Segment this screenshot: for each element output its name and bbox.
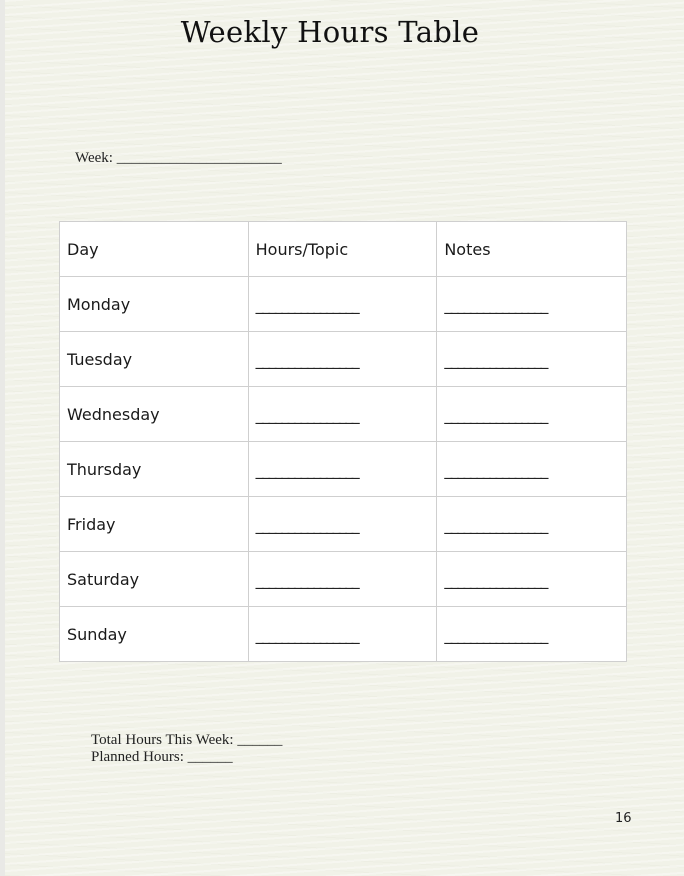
table-row bbox=[60, 442, 627, 497]
notes-blank: ________________ bbox=[437, 607, 627, 662]
notes-blank: ________________ bbox=[437, 552, 627, 607]
header-notes: Notes bbox=[437, 222, 627, 277]
planned-hours-line: Planned Hours: ______ bbox=[91, 749, 233, 765]
header-hours-topic: Hours/Topic bbox=[248, 222, 437, 277]
table-row bbox=[60, 552, 627, 607]
weekly-hours-table bbox=[59, 221, 627, 662]
hours-blank: ________________ bbox=[248, 387, 437, 442]
day-cell: Sunday bbox=[60, 607, 249, 662]
hours-blank: ________________ bbox=[248, 332, 437, 387]
day-cell: Thursday bbox=[60, 442, 249, 497]
hours-blank: ________________ bbox=[248, 277, 437, 332]
table-row bbox=[60, 387, 627, 442]
notes-blank: ________________ bbox=[437, 442, 627, 497]
notes-blank: ________________ bbox=[437, 387, 627, 442]
table-row bbox=[60, 607, 627, 662]
hours-blank: ________________ bbox=[248, 497, 437, 552]
table-row bbox=[60, 277, 627, 332]
notes-blank: ________________ bbox=[437, 497, 627, 552]
hours-blank: ________________ bbox=[248, 552, 437, 607]
day-cell: Tuesday bbox=[60, 332, 249, 387]
day-cell: Friday bbox=[60, 497, 249, 552]
day-cell: Wednesday bbox=[60, 387, 249, 442]
header-day: Day bbox=[60, 222, 249, 277]
week-line: Week: ______________________ bbox=[75, 150, 282, 166]
hours-blank: ________________ bbox=[248, 607, 437, 662]
page-title: Weekly Hours Table bbox=[180, 15, 480, 49]
totals-block bbox=[91, 732, 282, 766]
notes-blank: ________________ bbox=[437, 332, 627, 387]
day-cell: Saturday bbox=[60, 552, 249, 607]
total-hours-line: Total Hours This Week: ______ bbox=[91, 732, 283, 748]
notes-blank: ________________ bbox=[437, 277, 627, 332]
page-number: 16 bbox=[615, 811, 632, 826]
day-cell: Monday bbox=[60, 277, 249, 332]
table-row bbox=[60, 332, 627, 387]
hours-blank: ________________ bbox=[248, 442, 437, 497]
table-header-row bbox=[60, 222, 627, 277]
table-row bbox=[60, 497, 627, 552]
worksheet-page bbox=[5, 0, 684, 876]
